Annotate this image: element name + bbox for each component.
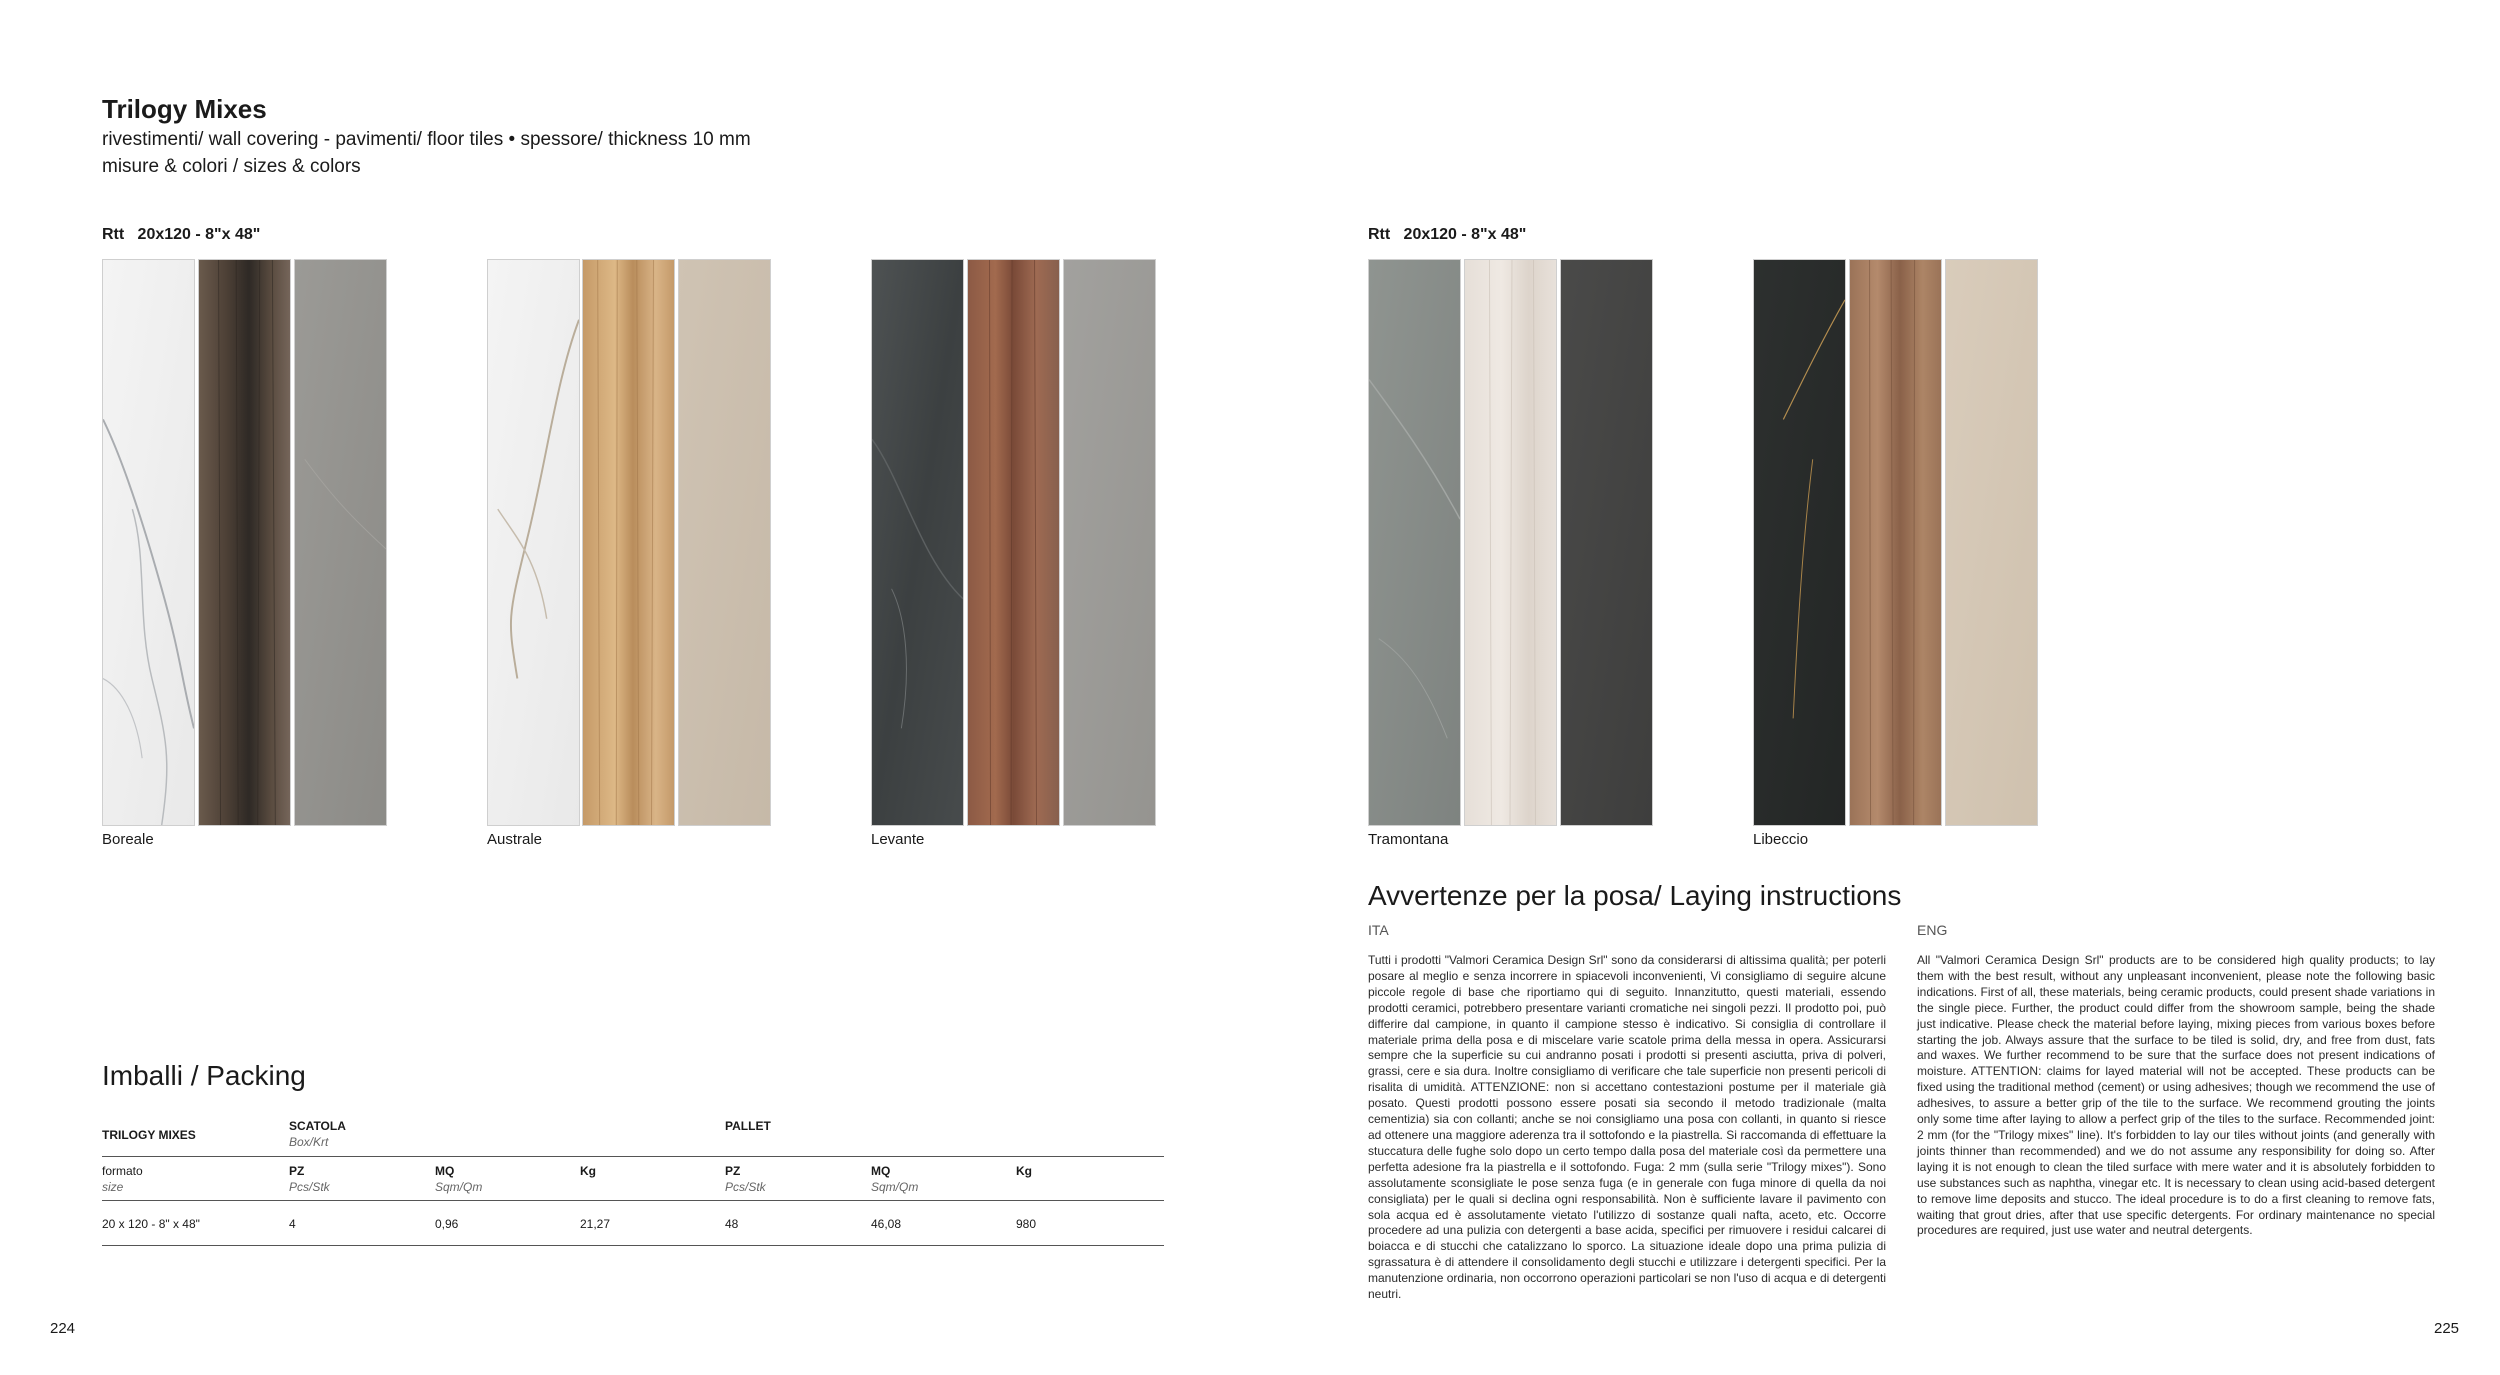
tile-boreale-wood [198, 259, 291, 826]
subtitle-line-2: misure & colori / sizes & colors [102, 156, 361, 177]
subtitle-line-1: rivestimenti/ wall covering - pavimenti/ floor tiles • spessore/ thickness 10 mm [102, 129, 751, 150]
packing-scatola: SCATOLA [289, 1119, 346, 1133]
size-label-right: Rtt 20x120 - 8"x 48" [1368, 226, 1527, 243]
packing-rule-mid [102, 1200, 1164, 1201]
packing-col-mq-sub: Sqm/Qm [435, 1180, 483, 1194]
tile-tramontana-stone [1560, 259, 1653, 826]
packing-col-pallet-pz-sub: Pcs/Stk [725, 1180, 766, 1194]
page-number-left: 224 [50, 1320, 76, 1337]
tile-boreale-stone [294, 259, 387, 826]
packing-col-pz: PZ [289, 1164, 305, 1178]
size-label-left: Rtt 20x120 - 8"x 48" [102, 226, 261, 243]
packing-col-kg: Kg [580, 1164, 596, 1178]
packing-col-pallet-mq-sub: Sqm/Qm [871, 1180, 919, 1194]
packing-col-pallet-mq: MQ [871, 1164, 891, 1178]
tile-boreale-marble [102, 259, 195, 826]
page-number-right: 225 [2434, 1320, 2460, 1337]
packing-cell-box-pz: 4 [289, 1217, 296, 1231]
group-name-boreale: Boreale [102, 831, 154, 848]
group-name-libeccio: Libeccio [1753, 831, 1809, 848]
packing-col-pallet-pz: PZ [725, 1164, 741, 1178]
packing-product: TRILOGY MIXES [102, 1128, 196, 1142]
tile-libeccio-wood [1849, 259, 1942, 826]
packing-cell-box-kg: 21,27 [580, 1217, 611, 1231]
packing-formato: formato [102, 1164, 143, 1178]
packing-pallet: PALLET [725, 1119, 771, 1133]
packing-formato-sub: size [102, 1180, 124, 1194]
group-name-tramontana: Tramontana [1368, 831, 1449, 848]
laying-eng-text: All "Valmori Ceramica Design Srl" products are to be considered high quality products; to lay them with the best result, without any unpleasant inconvenient, please note the following basic indications. First of all, these materials, being ceramic products, could present shade variations in the single piece. Further, the product could differ from the showroom sample, being the shade just indicative. Please check the material before laying, mixing pieces from various boxes before starting the job. Always assure that the surface to be tiled is solid, dry, and free from dust, fats and waxes. We further recommend to be sure that the surface does not present indications of moisture. ATTENTION: claims for layed material will not be accepted. These products can be fixed using the traditional method (cement) or using adhesives; though we recommend the use of adhesives, to assure a better grip of the tile to the surface. We recommend grouting the joints only some time after laying to allow a perfect grip of the tiles to the surface. Recommended joint: 2 mm (for the "Trilogy mixes" line). It's forbidden to lay our tiles without joints (and generally with joints thinner than recommended) and we do not assume any responsibility for doing so. After laying it is not enough to clean the tiled surface with mere water and it is absolutely forbidden to use substances such as naphtha, vinegar etc. It is necessary to clean using acid-based detergent to remove lime deposits and stucco. The ideal procedure is to do a first cleaning to remove fats, waiting that grout dries, after that use specific detergents. For ordinary maintenance no special procedures are required, just use water and neutral detergents. [1917, 953, 2435, 1238]
laying-ita-text: Tutti i prodotti "Valmori Ceramica Design Srl" sono da considerarsi di altissima qualità; per poterli posare al meglio e senza incorrere in spiacevoli inconvenienti, Vi consigliamo di seguire alcune piccole regole di base che riportiamo qui di seguito. Innanzitutto, questi materiali, essendo prodotti ceramici, potrebbero presentare varianti cromatiche nei singoli pezzi. Il prodotto poi, può differire dal campione, in quanto il campione stesso è indicativo. Si consiglia di controllare il materiale prima della posa e di miscelare varie scatole prima della messa in opera. Assicurarsi sempre che la superficie su cui andranno posati i prodotti si presenti asciutta, priva di polveri, grassi, cere e sia dura. Inoltre consigliamo di verificare che tale superficie non presenti pericoli di risalita di umidità. ATTENZIONE: non si accettano contestazioni postume per il materiale già posato. Questi prodotti possono essere posati sia secondo il metodo tradizionale (malta cementizia) sia con collanti; anche se noi consigliamo una posa con collanti, in quanto si riesce ad ottenere una maggiore aderenza tra il sottofondo e la piastrella. Si raccomanda di effettuare la stuccatura delle fughe solo dopo un certo tempo dalla posa del materiale così da permettere una perfetta adesione fra la piastrella e il sottofondo. Fuga: 2 mm (sulla serie "Trilogy mixes"). Sono assolutamente sconsigliate le pose senza fuga (e in generale con fuga minore di quella da noi consigliata) per le quali si declina ogni responsabilità. Non è sufficiente lavare il pavimento con sola acqua ed è assolutamente vietato l'utilizzo di sostanze quali nafta, aceto, etc. Occorre procedere ad una pulizia con detergenti a base acida, specifici per rimuovere i residui calcarei di boiacca e di stucchi che catalizzano lo sporco. La situazione ideale dopo una prima pulizia di sgrassatura è di attendere il consolidamento degli stucchi e utilizzare i detergenti specifici. Per la manutenzione ordinaria, non occorrono operazioni particolari se non l'uso di acqua e di detergenti neutri. [1368, 953, 1886, 1302]
group-name-levante: Levante [871, 831, 925, 848]
packing-cell-box-mq: 0,96 [435, 1217, 459, 1231]
packing-col-pz-sub: Pcs/Stk [289, 1180, 330, 1194]
group-name-australe: Australe [487, 831, 543, 848]
tile-libeccio-marble [1753, 259, 1846, 826]
tile-libeccio-stone [1945, 259, 2038, 826]
tile-levante-marble [871, 259, 964, 826]
tile-tramontana-wood [1464, 259, 1557, 826]
tile-levante-wood [967, 259, 1060, 826]
laying-eng-label: ENG [1917, 922, 1948, 938]
packing-rule-top [102, 1156, 1164, 1157]
packing-rule-bottom [102, 1245, 1164, 1246]
packing-cell-size: 20 x 120 - 8" x 48" [102, 1217, 200, 1231]
laying-ita-label: ITA [1368, 922, 1389, 938]
tile-australe-stone [678, 259, 771, 826]
tile-levante-stone [1063, 259, 1156, 826]
packing-heading: Imballi / Packing [102, 1060, 306, 1091]
packing-scatola-sub: Box/Krt [289, 1135, 329, 1149]
packing-cell-pallet-mq: 46,08 [871, 1217, 902, 1231]
packing-cell-pallet-pz: 48 [725, 1217, 739, 1231]
packing-col-pallet-kg: Kg [1016, 1164, 1032, 1178]
laying-heading: Avvertenze per la posa/ Laying instructions [1368, 880, 1902, 911]
tile-tramontana-marble [1368, 259, 1461, 826]
tile-australe-wood [582, 259, 675, 826]
page-title: Trilogy Mixes [102, 94, 267, 124]
packing-col-mq: MQ [435, 1164, 455, 1178]
packing-cell-pallet-kg: 980 [1016, 1217, 1037, 1231]
tile-australe-marble [487, 259, 580, 826]
